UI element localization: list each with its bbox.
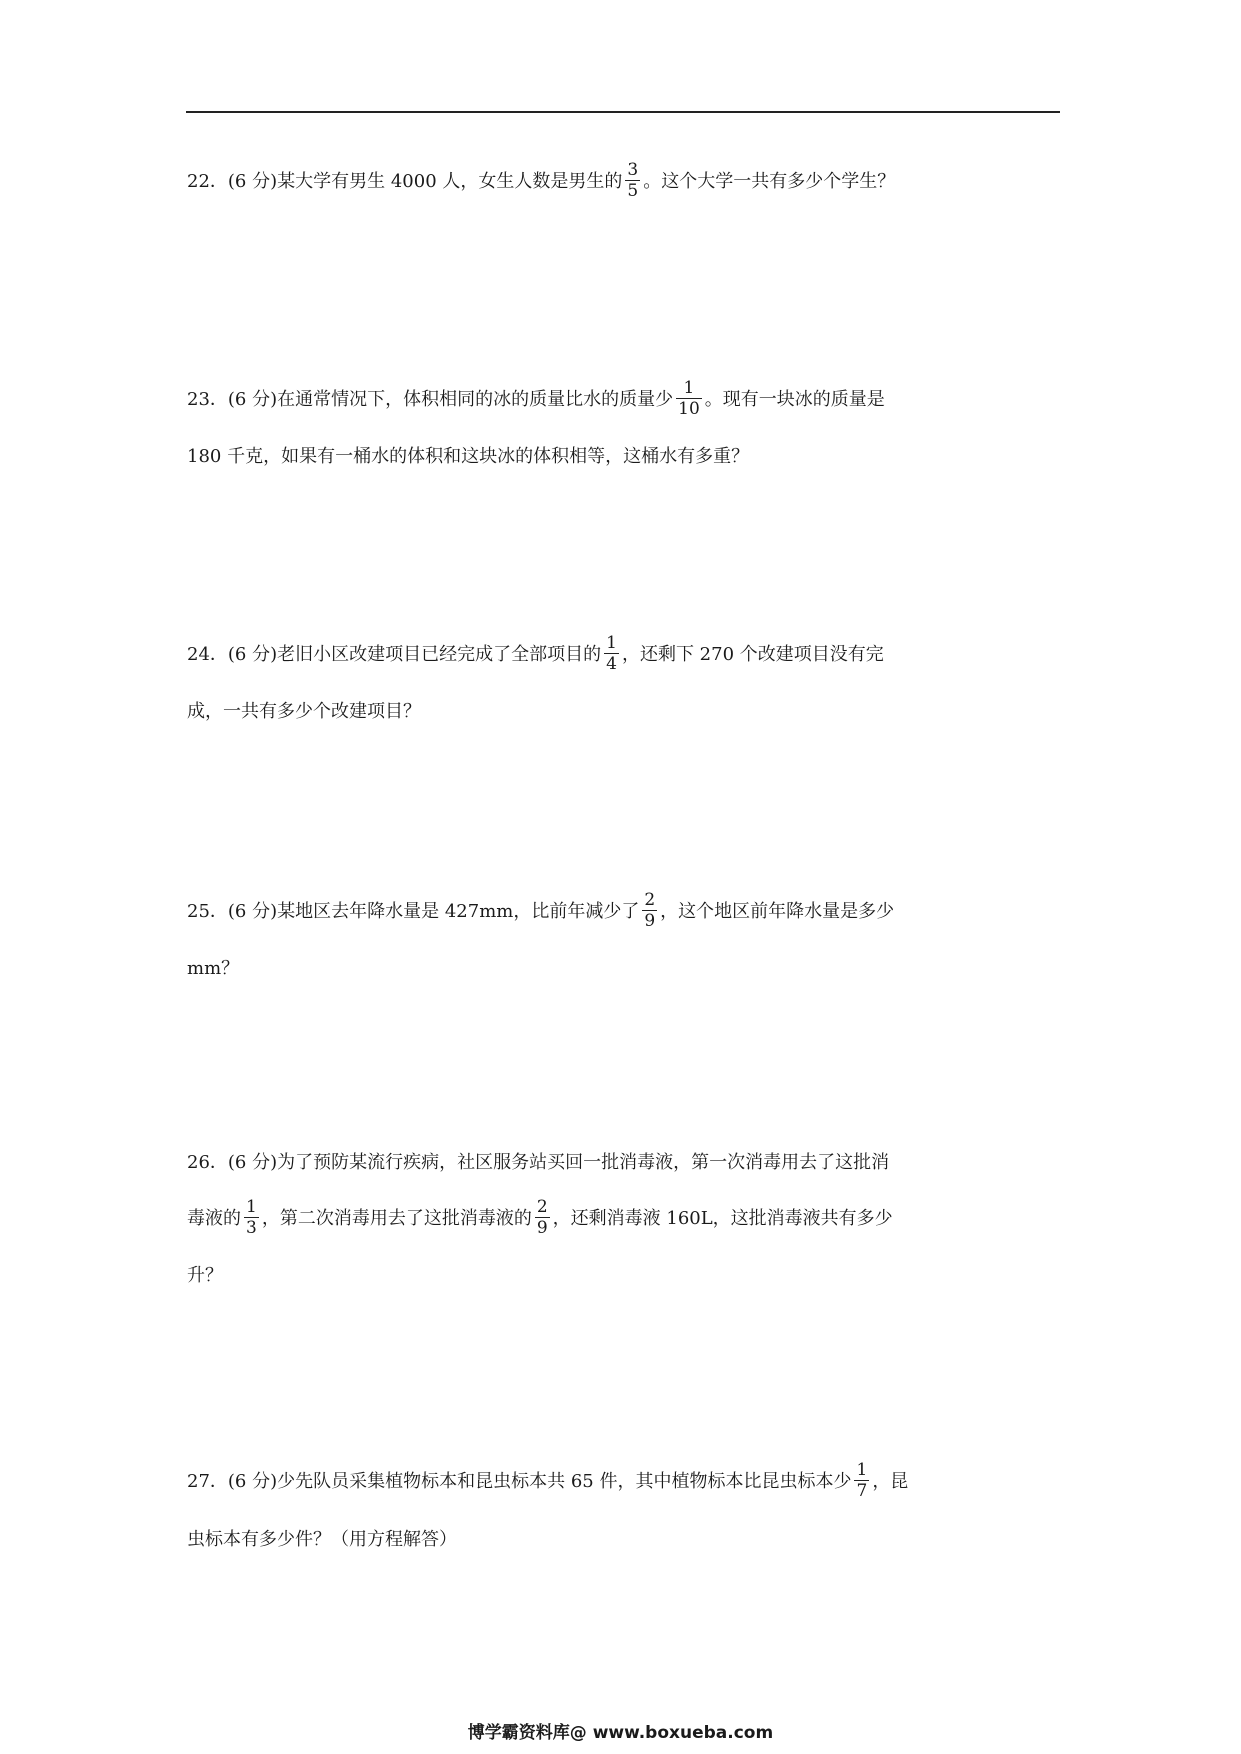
question-score: (6 分) bbox=[227, 389, 278, 410]
question-score: (6 分) bbox=[227, 901, 278, 922]
fraction bbox=[642, 890, 657, 931]
question-number: 24． bbox=[187, 644, 228, 665]
question-text: ，这个地区前年降水量是多少 bbox=[660, 901, 895, 922]
question-line bbox=[187, 1450, 908, 1510]
question-line bbox=[187, 368, 885, 428]
question-number: 25． bbox=[187, 901, 228, 922]
question-text: 成，一共有多少个改建项目？ bbox=[187, 701, 421, 722]
question-score: (6 分) bbox=[227, 1471, 278, 1492]
question-text: 在通常情况下，体积相同的冰的质量比水的质量少 bbox=[277, 389, 674, 410]
question-text: ，昆 bbox=[872, 1471, 909, 1492]
question-line bbox=[187, 425, 749, 485]
question-line bbox=[187, 1131, 889, 1191]
question-line bbox=[187, 623, 884, 683]
question-text: 毒液的 bbox=[187, 1208, 241, 1229]
top-rule bbox=[186, 111, 1060, 113]
question-line bbox=[187, 150, 895, 210]
fraction bbox=[535, 1197, 550, 1238]
question-score: (6 分) bbox=[227, 1152, 278, 1173]
question-text: 老旧小区改建项目已经完成了全部项目的 bbox=[277, 644, 602, 665]
question-text: 。这个大学一共有多少个学生？ bbox=[643, 171, 896, 192]
question-number: 22． bbox=[187, 171, 228, 192]
fraction-denominator: 3 bbox=[246, 1217, 257, 1238]
fraction-denominator: 7 bbox=[856, 1480, 868, 1501]
fraction bbox=[604, 633, 619, 674]
question-number: 27． bbox=[187, 1471, 228, 1492]
question-text: ，第二次消毒用去了这批消毒液的 bbox=[261, 1208, 532, 1229]
fraction-numerator: 3 bbox=[627, 159, 639, 180]
question-number: 26． bbox=[187, 1152, 228, 1173]
question-text: 升？ bbox=[187, 1265, 223, 1286]
fraction-numerator: 1 bbox=[683, 377, 695, 398]
fraction-denominator: 4 bbox=[606, 653, 617, 674]
question-line bbox=[187, 880, 894, 940]
question-text: 180 千克，如果有一桶水的体积和这块冰的体积相等，这桶水有多重？ bbox=[187, 446, 750, 467]
question-text: 少先队员采集植物标本和昆虫标本共 65 件，其中植物标本比昆虫标本少 bbox=[277, 1471, 852, 1492]
question-line bbox=[187, 1244, 223, 1304]
fraction-numerator: 1 bbox=[246, 1196, 257, 1217]
fraction-numerator: 2 bbox=[644, 889, 656, 910]
fraction bbox=[244, 1197, 259, 1238]
fraction-denominator: 9 bbox=[536, 1217, 548, 1238]
question-text: ，还剩下 270 个改建项目没有完 bbox=[621, 644, 884, 665]
fraction-denominator: 10 bbox=[678, 398, 700, 419]
fraction bbox=[625, 160, 640, 201]
question-line bbox=[187, 1187, 893, 1247]
question-text: 虫标本有多少件？（用方程解答） bbox=[187, 1529, 457, 1550]
question-score: (6 分) bbox=[227, 644, 278, 665]
question-text: ，还剩消毒液 160L，这批消毒液共有多少 bbox=[552, 1208, 893, 1229]
fraction-denominator: 9 bbox=[644, 910, 656, 931]
fraction bbox=[854, 1460, 869, 1501]
page-footer: 博学霸资料库@ www.boxueba.com bbox=[467, 1723, 774, 1743]
question-line bbox=[187, 680, 421, 740]
question-line bbox=[187, 937, 239, 997]
fraction bbox=[676, 378, 702, 419]
question-text: 某地区去年降水量是 427mm，比前年减少了 bbox=[277, 901, 640, 922]
question-text: mm？ bbox=[187, 958, 240, 979]
question-score: (6 分) bbox=[227, 171, 278, 192]
question-number: 23． bbox=[187, 389, 228, 410]
fraction-numerator: 2 bbox=[536, 1196, 548, 1217]
question-line bbox=[187, 1508, 457, 1568]
fraction-numerator: 1 bbox=[856, 1459, 868, 1480]
fraction-numerator: 1 bbox=[606, 632, 617, 653]
question-text: 。现有一块冰的质量是 bbox=[704, 389, 885, 410]
fraction-denominator: 5 bbox=[627, 180, 639, 201]
question-text: 某大学有男生 4000 人，女生人数是男生的 bbox=[277, 171, 623, 192]
question-text: 为了预防某流行疾病，社区服务站买回一批消毒液，第一次消毒用去了这批消 bbox=[277, 1152, 890, 1173]
